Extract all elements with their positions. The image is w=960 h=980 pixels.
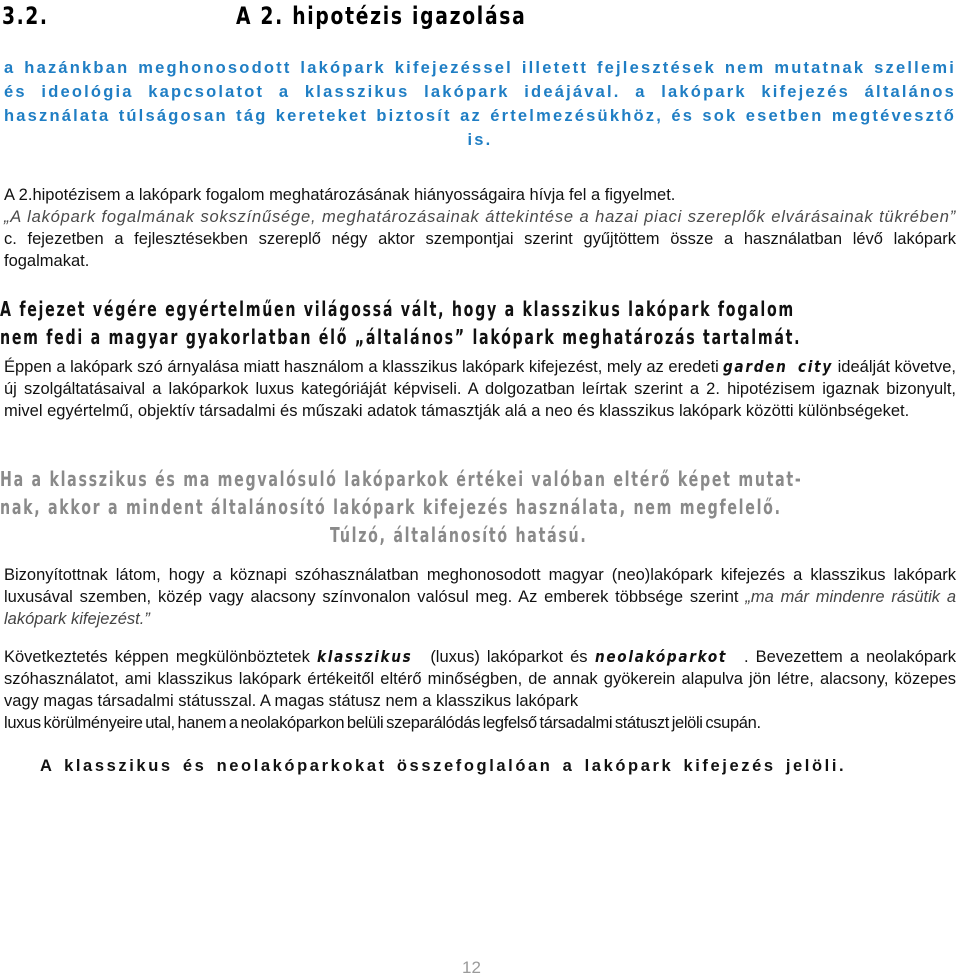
paragraph-rest: c. fejezetben a fejlesztésekben szereplő négy aktor szempontjai szerint gyűjtöttem össze a használatban lévő lakópark fogalmakat. xyxy=(4,230,956,270)
section-number: 3.2. xyxy=(2,2,49,30)
statement-line-3: Túlzó, általánosító hatású. xyxy=(330,523,588,547)
statement-line-1: Ha a klasszikus és ma megvalósuló lakóparkok értékei valóban eltérő képet mutat- xyxy=(0,467,803,491)
statement-hypothesis-2 xyxy=(0,465,960,549)
final-conclusion: A klasszikus és neolakóparkokat összefoglalóan a lakópark kifejezés jelöli. xyxy=(40,757,847,775)
paragraph-garden-city xyxy=(4,356,956,422)
statement-line-1: A fejezet végére egyértelműen világossá vált, hogy a klasszikus lakópark fogalom xyxy=(0,297,795,321)
paragraph-text-3: . Bevezettem a neolakópark szóhasználatot, ami klasszikus lakópark értékeitől eltérő minőségben, de annak gyökerein alapulva jön létre, alacsony, közepes vagy magas társadalmi státusszal. A magas státusz nem a klasszikus lakópark xyxy=(4,648,957,710)
paragraph-distinction xyxy=(4,646,956,734)
paragraph-last-line: luxus körülményeire utal, hanem a neolakóparkon belüli szeparálódás legfelső társadalmi státuszt jelöli csupán. xyxy=(4,714,761,732)
chapter-title-quote: „A lakópark fogalmának sokszínűsége, meghatározásainak áttekintése a hazai piaci szereplők elvárásainak tükrében” xyxy=(4,208,956,226)
public-opinion-quote: „ma már mindenre rásütik a lakópark kifejezést.” xyxy=(4,588,957,628)
page-number: 12 xyxy=(462,958,481,977)
paragraph-hypothesis-intro xyxy=(4,184,956,272)
hypothesis-lead: a hazánkban meghonosodott lakópark kifejezéssel illetett fejlesztések nem mutatnak szellemi és ideológia kapcsolatot a klasszikus lakópark ideájával. a lakópark kifejezés általános használata túlságosan tág kereteket biztosít az értelmezésükhöz, és sok esetben megtévesztő is. xyxy=(4,59,956,149)
paragraph-text-1: Következtetés képpen megkülönböztetek xyxy=(4,648,310,666)
section-heading xyxy=(2,2,745,38)
paragraph-proof xyxy=(4,564,956,630)
statement-line-2: nak, akkor a mindent általánosító lakópark kifejezés használata, nem megfelelő. xyxy=(0,495,782,519)
statement-conclusion-1 xyxy=(0,295,960,351)
statement-line-2: nem fedi a magyar gyakorlatban élő „általános” lakópark meghatározás tartalmát. xyxy=(0,325,802,349)
term-city: city xyxy=(797,357,833,376)
paragraph-text-before: Éppen a lakópark szó árnyalása miatt használom a klasszikus lakópark kifejezést, mely az eredeti xyxy=(4,358,719,376)
paragraph-text: Bizonyítottnak látom, hogy a köznapi szóhasználatban meghonosodott magyar (neo)lakópark kifejezés a klasszikus lakópark luxusával szemben, közép vagy alacsony színvonalon valósul meg. Az emberek többsége szerint xyxy=(4,566,956,606)
term-neolakopark: neolakóparkot xyxy=(594,647,727,666)
paragraph-text-after: ideálját követve, új szolgáltatásaival a lakóparkok luxus kategóriáját képviseli. A dolgozatban leírtak szerint a 2. hipotézisem igaznak bizonyult, mivel egyértelmű, objektív társadalmi és műszaki adatok támasztják alá a neo és klasszikus lakópark közötti különbségeket. xyxy=(4,358,956,420)
section-title: A 2. hipotézis igazolása xyxy=(235,2,527,30)
term-garden: garden xyxy=(723,357,788,376)
term-klasszikus: klasszikus xyxy=(316,647,413,666)
paragraph-first-line: A 2.hipotézisem a lakópark fogalom meghatározásának hiányosságaira hívja fel a figyelmet. xyxy=(4,186,676,204)
paragraph-text-2: (luxus) lakóparkot és xyxy=(430,648,588,666)
